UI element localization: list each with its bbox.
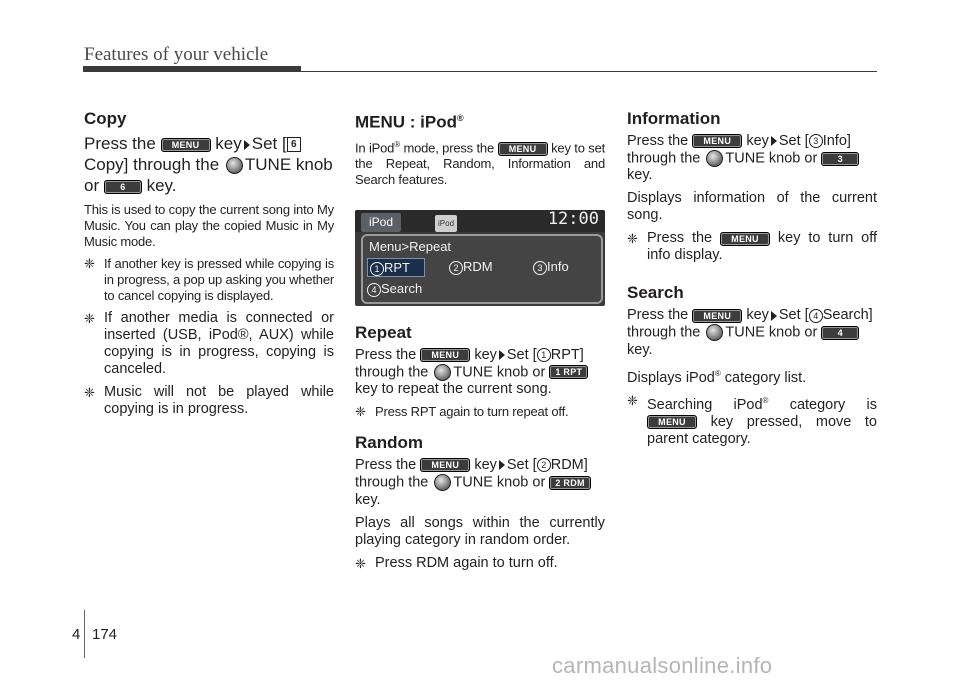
arrow-right-icon <box>771 311 777 321</box>
menu-key: MENU <box>498 142 548 156</box>
number-2-icon: 2 <box>537 458 551 472</box>
key-1-rpt: 1 RPT <box>549 365 588 379</box>
copy-note: ❈ If another media is connected or inserted (USB, iPod®, AUX) while copying is in progress, copying is canceled. <box>84 310 334 377</box>
note-icon: ❈ <box>84 256 95 271</box>
arrow-right-icon <box>499 350 505 360</box>
screen-menu-path: Menu>Repeat <box>369 238 452 254</box>
search-instruction: Press the MENU key Set [ 4 Search] through the TUNE knob or 4 key. <box>627 307 873 358</box>
tune-knob-icon <box>706 324 723 341</box>
search-heading: Search <box>627 283 684 303</box>
screen-clock: 12:00 <box>547 209 599 229</box>
screen-mode-tab: iPod <box>361 213 401 232</box>
menu-key: MENU <box>161 138 211 152</box>
note-icon: ❈ <box>84 385 95 400</box>
information-description: Displays information of the current song. <box>627 190 877 224</box>
random-instruction: Press the MENU key Set [ 2 RDM] through the TUNE knob or 2 RDM key. <box>355 457 605 508</box>
menu-key: MENU <box>420 458 470 472</box>
screen-menu-panel <box>361 234 603 304</box>
page-header-title: Features of your vehicle <box>84 44 269 65</box>
copy-heading: Copy <box>84 109 127 128</box>
screen-menu-item-rpt: 1 RPT <box>367 258 425 277</box>
number-3-icon: 3 <box>809 134 823 148</box>
ipod-menu-screen <box>355 210 605 306</box>
note-icon: ❈ <box>355 404 366 420</box>
number-6-icon: 6 <box>287 137 301 152</box>
screen-menu-item-info: 3 Info <box>533 258 569 275</box>
screen-menu-item-search: 4 Search <box>367 280 422 297</box>
menu-key: MENU <box>647 415 697 429</box>
key-4: 4 <box>821 326 859 340</box>
search-note: ❈ Searching iPod® category is MENU key pressed, move to parent category. <box>627 393 877 448</box>
information-section <box>627 110 877 454</box>
menu-key: MENU <box>692 134 742 148</box>
information-heading: Information <box>627 109 721 128</box>
watermark: carmanualsonline.info <box>552 653 773 678</box>
note-icon: ❈ <box>627 231 638 247</box>
key-3: 3 <box>821 152 859 166</box>
random-heading: Random <box>355 433 423 453</box>
number-1-icon: 1 <box>537 348 551 362</box>
key-6: 6 <box>104 180 142 194</box>
copy-note: ❈ Music will not be played while copying is in progress. <box>84 384 334 417</box>
screen-menu-item-rdm: 2 RDM <box>449 258 493 275</box>
tune-knob-icon <box>706 150 723 167</box>
note-icon: ❈ <box>355 555 366 571</box>
search-description: Displays iPod® category list. <box>627 368 807 386</box>
number-4-icon: 4 <box>809 309 823 323</box>
menu-ipod-heading: MENU : iPod® <box>355 112 464 132</box>
random-note: ❈ Press RDM again to turn off. <box>355 554 558 571</box>
header-bar <box>83 66 301 72</box>
tune-knob-icon <box>226 157 243 174</box>
note-icon: ❈ <box>84 311 95 326</box>
footer-divider <box>84 610 85 658</box>
repeat-heading: Repeat <box>355 322 412 342</box>
key-2-rdm: 2 RDM <box>549 476 591 490</box>
page-number: 174 <box>92 626 118 643</box>
menu-key: MENU <box>720 232 770 246</box>
ipod-logo: iPod <box>435 215 457 232</box>
random-description: Plays all songs within the currently playing category in random order. <box>355 514 605 548</box>
chapter-number: 4 <box>72 626 81 643</box>
copy-section <box>84 110 334 424</box>
repeat-note: ❈ Press RPT again to turn repeat off. <box>355 404 569 420</box>
menu-ipod-description: In iPod® mode, press the MENU key to set the Repeat, Random, Information and Search features. <box>355 139 606 187</box>
arrow-right-icon <box>499 460 505 470</box>
tune-knob-icon <box>434 474 451 491</box>
copy-instruction: Press the MENU key Set [ 6 Copy] through the TUNE knob or 6 key. <box>84 134 333 195</box>
information-note: ❈ Press the MENU key to turn off info display. <box>627 230 878 264</box>
arrow-right-icon <box>244 140 250 150</box>
information-instruction: Press the MENU key Set [ 3 Info] through the TUNE knob or 3 key. <box>627 133 877 184</box>
copy-description: This is used to copy the current song into My Music. You can play the copied Music in My Music mode. <box>84 202 334 249</box>
copy-note: ❈ If another key is pressed while copying is in progress, a pop up asking you whether to cancel copying is displayed. <box>84 256 334 303</box>
menu-key: MENU <box>692 309 742 323</box>
tune-knob-icon <box>434 364 451 381</box>
menu-ipod-section <box>355 110 605 578</box>
header-rule <box>301 71 877 72</box>
repeat-instruction: Press the MENU key Set [ 1 RPT] through the TUNE knob or 1 RPT key to repeat the current song. <box>355 347 605 398</box>
note-icon: ❈ <box>627 393 638 409</box>
arrow-right-icon <box>771 136 777 146</box>
menu-key: MENU <box>420 348 470 362</box>
